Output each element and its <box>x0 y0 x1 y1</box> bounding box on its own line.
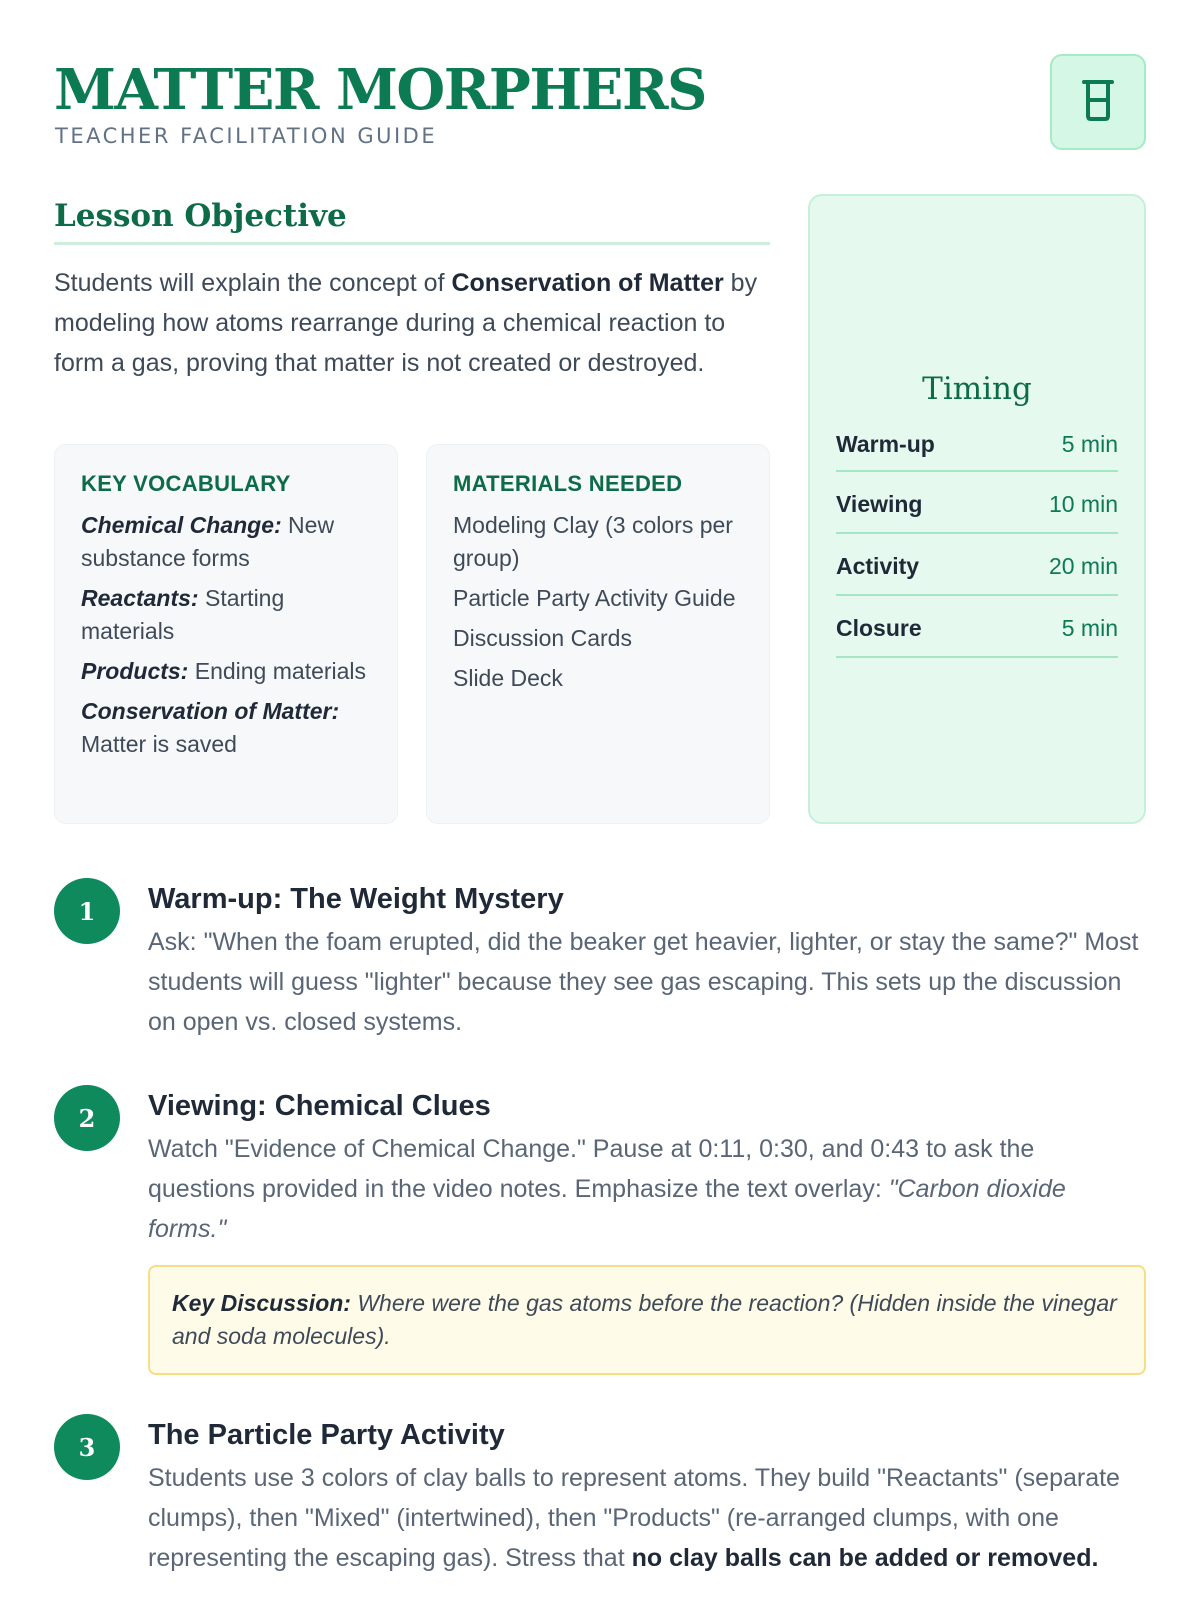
step-number-badge: 3 <box>54 1414 120 1480</box>
vocab-item: Chemical Change: New substance forms <box>81 512 335 571</box>
step-number-badge: 2 <box>54 1085 120 1151</box>
timing-heading: Timing <box>922 371 1032 407</box>
vocab-item: Products: Ending materials <box>81 658 367 684</box>
beaker-icon <box>1078 78 1118 127</box>
step-text: Students use 3 colors of clay balls to represent atoms. They build "Reactants" (separate clumps), then "Mixed" (intertwined), then "Products" (re-arranged clumps, with one representing the escaping gas). Stress that no clay balls can be added or removed. <box>148 1464 1120 1572</box>
step-title: The Particle Party Activity <box>148 1419 505 1451</box>
step-title: Viewing: Chemical Clues <box>148 1090 491 1122</box>
materials-card <box>426 444 770 824</box>
step-title: Warm-up: The Weight Mystery <box>148 883 564 915</box>
material-item: Slide Deck <box>453 665 563 691</box>
text-overlay-quote: "Carbon dioxide forms." <box>148 1175 1066 1243</box>
timing-row: Closure 5 min <box>836 596 1118 658</box>
timing-row: Viewing 10 min <box>836 472 1118 534</box>
timing-row: Activity 20 min <box>836 534 1118 596</box>
guide-page <box>54 0 1146 1600</box>
callout-label: Key Discussion: <box>172 1290 351 1316</box>
info-cards <box>54 444 770 824</box>
objective-heading: Lesson Objective <box>54 194 770 245</box>
step-number-badge: 1 <box>54 878 120 944</box>
vocabulary-heading: KEY VOCABULARY <box>81 471 291 496</box>
step-text: Ask: "When the foam erupted, did the beaker get heavier, lighter, or stay the same?" Most students will guess "lighter" because they see gas escaping. This sets up the discussion on open vs. closed systems. <box>148 928 1139 1036</box>
step-emphasis: no clay balls can be added or removed. <box>631 1544 1099 1572</box>
material-item: Discussion Cards <box>453 625 632 651</box>
material-item: Particle Party Activity Guide <box>453 585 736 611</box>
vocabulary-card <box>54 444 398 824</box>
timing-list <box>836 418 1118 658</box>
page-subtitle: TEACHER FACILITATION GUIDE <box>55 124 438 148</box>
timing-panel <box>808 194 1146 824</box>
logo-badge <box>1050 54 1146 150</box>
objective-text: Students will explain the concept of Conservation of Matter by modeling how atoms rearrange during a chemical reaction to form a gas, proving that matter is not created or destroyed. <box>54 269 758 377</box>
timing-row: Warm-up 5 min <box>836 418 1118 472</box>
materials-heading: MATERIALS NEEDED <box>453 471 683 496</box>
lesson-objective <box>54 194 770 383</box>
step-text: Watch "Evidence of Chemical Change." Pause at 0:11, 0:30, and 0:43 to ask the questions provided in the video notes. Emphasize the text overlay: "Carbon dioxide forms." <box>148 1135 1066 1243</box>
page-title: MATTER MORPHERS <box>54 57 706 123</box>
key-discussion-callout: Key Discussion: Where were the gas atoms before the reaction? (Hidden inside the vinegar and soda molecules). <box>148 1265 1146 1375</box>
objective-key-term: Conservation of Matter <box>451 269 724 297</box>
vocab-item: Conservation of Matter: Matter is saved <box>81 698 340 757</box>
material-item: Modeling Clay (3 colors per group) <box>453 512 733 571</box>
vocab-item: Reactants: Starting materials <box>81 585 285 644</box>
